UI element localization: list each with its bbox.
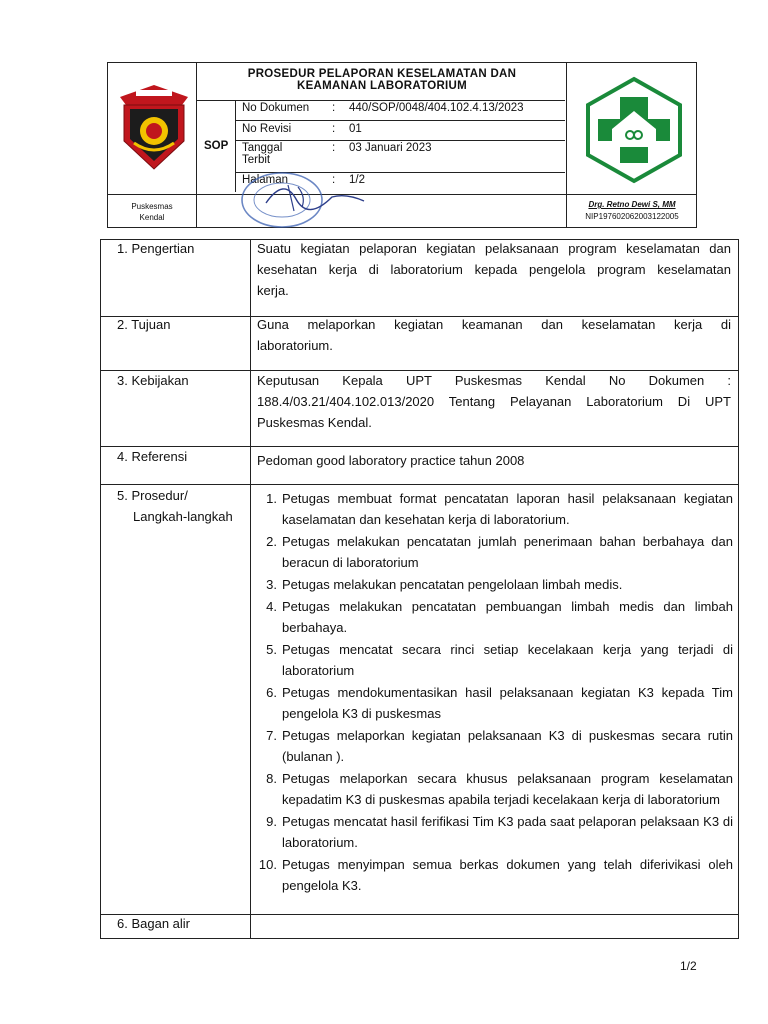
document-title — [198, 68, 566, 92]
text-line: laboratorium. — [257, 338, 333, 353]
header-divider — [196, 100, 565, 101]
section-label-prosedur — [117, 485, 233, 527]
page-footer-number: 1/2 — [680, 959, 697, 973]
step-number: 3. — [266, 577, 277, 592]
document-header — [107, 62, 697, 228]
organization-name — [108, 201, 196, 223]
text-line: Keputusan Kepala UPT Puskesmas Kendal No Dokumen : — [257, 373, 731, 388]
step-number: 4. — [266, 599, 277, 614]
meta-colon: : — [332, 174, 336, 186]
section-text-referensi: Pedoman good laboratory practice tahun 2008 — [257, 453, 525, 468]
step-text: Petugas mencatat secara rinci setiap kecelakaan kerja yang terjadi di laboratorium — [282, 642, 733, 678]
issue-date: 03 Januari 2023 — [349, 142, 432, 154]
label-line: Langkah-langkah — [133, 509, 233, 524]
step-text: Petugas mencatat hasil ferifikasi Tim K3 pada saat pelaporan pelaksaan K3 di laboratorium. — [282, 814, 733, 850]
step-number: 9. — [266, 814, 277, 829]
section-label-referensi: 4. Referensi — [117, 449, 188, 464]
step-text: Petugas membuat format pencatatan laporan hasil pelaksanaan kegiatan kaselamatan dan kesehatan kerja di laboratorium. — [282, 491, 733, 527]
text-line: Guna melaporkan kegiatan keamanan dan keselamatan kerja di — [257, 317, 731, 332]
text-line: kesehatan kerja di laboratorium kepada pengelola program keselamatan — [257, 262, 731, 277]
page-number: 1/2 — [349, 174, 365, 186]
procedure-step — [253, 811, 733, 853]
header-divider — [235, 140, 565, 141]
meta-colon: : — [332, 102, 336, 114]
step-number: 10. — [258, 857, 277, 872]
procedure-table — [100, 239, 739, 939]
step-number: 5. — [266, 642, 277, 657]
meta-label: No Dokumen — [242, 102, 310, 114]
meta-colon: : — [332, 123, 336, 135]
step-text: Petugas melaporkan secara khusus pelaksanaan program keselamatan kepadatim K3 di puskesmas apabila terjadi kecelakaan kerja di laboratorium — [282, 771, 733, 807]
procedure-step — [253, 639, 733, 681]
header-divider — [235, 120, 565, 121]
title-line: KEAMANAN LABORATORIUM — [296, 80, 468, 92]
header-divider — [108, 194, 696, 195]
step-number: 6. — [266, 685, 277, 700]
step-text: Petugas menyimpan semua berkas dokumen yang telah diferivikasi oleh pengelola K3. — [282, 857, 733, 893]
revision-number: 01 — [349, 123, 362, 135]
row-divider — [101, 914, 738, 915]
row-divider — [101, 446, 738, 447]
section-label-tujuan: 2. Tujuan — [117, 317, 171, 332]
document-number: 440/SOP/0048/404.102.4.13/2023 — [349, 102, 524, 114]
meta-label: Halaman — [242, 174, 289, 186]
regency-emblem-icon — [116, 83, 192, 175]
meta-colon: : — [332, 142, 336, 154]
step-text: Petugas melakukan pencatatan pengelolaan limbah medis. — [282, 577, 623, 592]
step-text: Petugas melakukan pencatatan pembuangan limbah medis dan limbah berbahaya. — [282, 599, 733, 635]
step-number: 7. — [266, 728, 277, 743]
section-text-pengertian — [257, 238, 731, 301]
step-text: Petugas mendokumentasikan hasil pelaksanaan kegiatan K3 kepada Tim pengelola K3 di puskesmas — [282, 685, 733, 721]
puskesmas-logo-icon — [582, 75, 686, 185]
signatory-name: Drg. Retno Dewi S, MM — [588, 200, 676, 209]
column-divider — [250, 240, 251, 938]
org-line: Puskesmas — [131, 202, 173, 211]
section-label-pengertian: 1. Pengertian — [117, 241, 195, 256]
sop-label: SOP — [204, 140, 229, 152]
procedure-step — [253, 596, 733, 638]
signatory-block — [566, 199, 698, 223]
text-line: Suatu kegiatan pelaporan kegiatan pelaksanaan program keselamatan dan — [257, 241, 731, 256]
section-text-tujuan — [257, 314, 731, 356]
step-text: Petugas melaporkan kegiatan pelaksanaan K3 di puskesmas secara rutin (bulanan ). — [282, 728, 733, 764]
step-text: Petugas melakukan pencatatan jumlah penerimaan bahan berbahaya dan beracun di laboratorium — [282, 534, 733, 570]
label-line: 5. Prosedur/ — [117, 488, 188, 503]
procedure-step — [253, 531, 733, 573]
text-line: kerja. — [257, 283, 289, 298]
org-line: Kendal — [139, 213, 165, 222]
text-line: 188.4/03.21/404.102.013/2020 Tentang Pelayanan Laboratorium Di UPT — [257, 394, 731, 409]
step-number: 2. — [266, 534, 277, 549]
procedure-step — [253, 725, 733, 767]
meta-label: Tanggal Terbit — [242, 142, 283, 166]
section-label-bagan-alir: 6. Bagan alir — [117, 916, 190, 931]
procedure-step — [253, 488, 733, 530]
procedure-step — [253, 768, 733, 810]
meta-label: No Revisi — [242, 123, 292, 135]
procedure-step — [253, 854, 733, 896]
procedure-step — [253, 682, 733, 724]
header-divider — [196, 63, 197, 227]
procedure-step — [253, 574, 733, 595]
signatory-nip: NIP197602062003122005 — [585, 212, 679, 221]
official-stamp-icon — [236, 167, 376, 229]
section-text-kebijakan — [257, 370, 731, 433]
step-number: 1. — [266, 491, 277, 506]
procedure-steps — [253, 488, 733, 897]
step-number: 8. — [266, 771, 277, 786]
section-label-kebijakan: 3. Kebijakan — [117, 373, 189, 388]
text-line: Puskesmas Kendal. — [257, 415, 372, 430]
title-line: PROSEDUR PELAPORAN KESELAMATAN DAN — [247, 68, 517, 80]
